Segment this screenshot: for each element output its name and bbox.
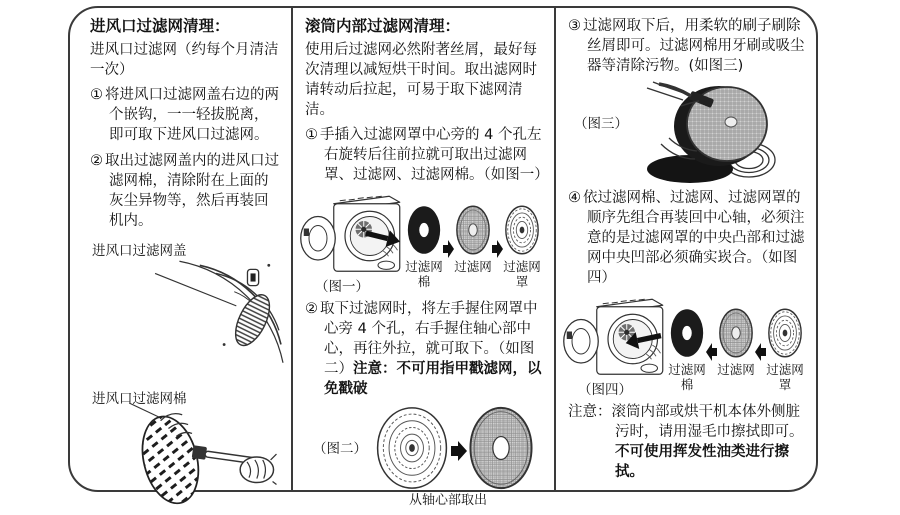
figure-4-caption: （图四） — [578, 382, 632, 398]
manual-page — [68, 6, 818, 508]
arrow-left-icon — [706, 324, 717, 380]
filter-cotton-disc — [405, 203, 443, 289]
panel-steps-3-4 — [554, 8, 816, 490]
inlet-cotton-label: 进风口过滤网棉 — [92, 391, 187, 407]
filter-net-disc — [454, 203, 492, 274]
drum-panel-title: 滚筒内部过滤网清理： — [305, 17, 461, 35]
step-number: ④ — [568, 190, 581, 206]
filter-cover-icon — [503, 203, 541, 257]
filter-net-large-icon — [467, 405, 535, 491]
filter-net-icon — [454, 203, 492, 257]
step-text: 取下过滤网时，将左手握住网罩中心旁 4 个孔，右手握住轴心部中心，再往外拉，就可取下。（如图二） — [320, 301, 538, 377]
note-bold-text: 不可使用挥发性油类进行擦拭。 — [615, 444, 789, 480]
step-text: 手插入过滤网罩中心旁的 4 个孔左右旋转后往前拉就可取出过滤网罩、过滤网、过滤网棉。（如图一） — [320, 127, 549, 183]
dryer-illustration — [568, 294, 666, 378]
arrow-right-icon — [443, 221, 454, 277]
figure-inlet-cotton — [90, 387, 279, 515]
drum-intro-text: 使用后过滤网必然附著丝屑，最好每次清理以减短烘干时间。取出滤网时请转动后拉起，可易于取下滤网清洁。 — [305, 42, 537, 118]
step-text: 依过滤网棉、过滤网、过滤网罩的顺序先组合再装回中心轴，必须注意的是过滤网罩的中央凸部和过滤网中央凹部必须确实崁合。（如图四） — [583, 190, 805, 286]
warning-text: 注意：不可用指甲戳滤网，以免戳破 — [324, 361, 542, 397]
filter-cotton-disc — [668, 306, 706, 392]
step-text: 取出过滤网盖内的进风口过滤网棉，清除附在上面的灰尘异物等，然后再装回机内。 — [105, 153, 279, 229]
disc-label: 过滤网罩 — [503, 259, 541, 289]
inlet-step-1 — [90, 85, 279, 145]
figure-2-label: 从轴心部取出 — [409, 493, 488, 508]
figure-inlet-cover — [90, 237, 279, 385]
drum-step-3 — [568, 16, 806, 76]
filter-cotton-icon — [668, 306, 706, 360]
filter-cover-disc — [766, 306, 804, 392]
figure-2-caption: （图二） — [313, 441, 367, 457]
drum-step-4 — [568, 188, 806, 288]
filter-net-disc — [717, 306, 755, 377]
filter-cover-front-icon — [373, 405, 451, 491]
step-number: ③ — [568, 18, 581, 34]
arrow-right-icon — [492, 221, 503, 277]
figure-3-caption: （图三） — [574, 116, 628, 132]
note-prefix: 注意： — [568, 404, 612, 420]
disc-label: 过滤网棉 — [405, 259, 443, 289]
step-text: 将进风口过滤网盖右边的两个嵌钩，一一轻拔脱离，即可取下进风口过滤网。 — [105, 87, 279, 143]
inlet-intro-text: 进风口过滤网（约每个月清洁一次） — [90, 42, 279, 78]
step-number: ② — [305, 301, 318, 317]
figure-4-machine — [568, 294, 668, 398]
panel-inlet-filter-cleaning — [70, 8, 291, 490]
panel-drum-filter-cleaning — [291, 8, 554, 508]
dryer-illustration — [305, 191, 403, 275]
filter-cover-disc — [503, 203, 541, 289]
figure-3 — [568, 82, 806, 184]
figure-1 — [305, 191, 546, 295]
inlet-cotton-illustration — [107, 401, 279, 511]
figure-1-caption: （图一） — [315, 279, 369, 295]
step-number: ① — [90, 87, 103, 103]
filter-net-icon — [717, 306, 755, 360]
step-number: ② — [90, 153, 103, 169]
disc-label: 过滤网罩 — [766, 362, 804, 392]
inlet-cover-illustration — [149, 243, 283, 381]
disc-label: 过滤网 — [717, 362, 755, 377]
inlet-panel-title: 进风口过滤网清理： — [90, 17, 230, 35]
drum-step-2 — [305, 299, 546, 399]
filter-cover-icon — [766, 306, 804, 360]
final-note — [568, 402, 806, 482]
filter-cotton-icon — [405, 203, 443, 257]
disc-label: 过滤网 — [454, 259, 492, 274]
arrow-right-icon — [451, 441, 467, 461]
note-text: 滚筒内部或烘干机本体外侧脏污时，请用湿毛巾擦拭即可。 — [611, 404, 804, 440]
step-number: ① — [305, 127, 318, 143]
figure-2 — [305, 405, 546, 508]
step-text: 过滤网取下后，用柔软的刷子刷除丝屑即可。过滤网棉用牙刷或吸尘器等清除污物。(如图三) — [583, 18, 805, 74]
arrow-left-icon — [755, 324, 766, 380]
disc-label: 过滤网棉 — [668, 362, 706, 392]
drum-step-1 — [305, 125, 549, 185]
inlet-step-2 — [90, 151, 279, 231]
brushing-filter-illustration — [632, 82, 784, 184]
inlet-cover-label: 进风口过滤网盖 — [92, 243, 187, 259]
figure-1-machine — [305, 191, 405, 295]
figure-4 — [568, 294, 806, 398]
